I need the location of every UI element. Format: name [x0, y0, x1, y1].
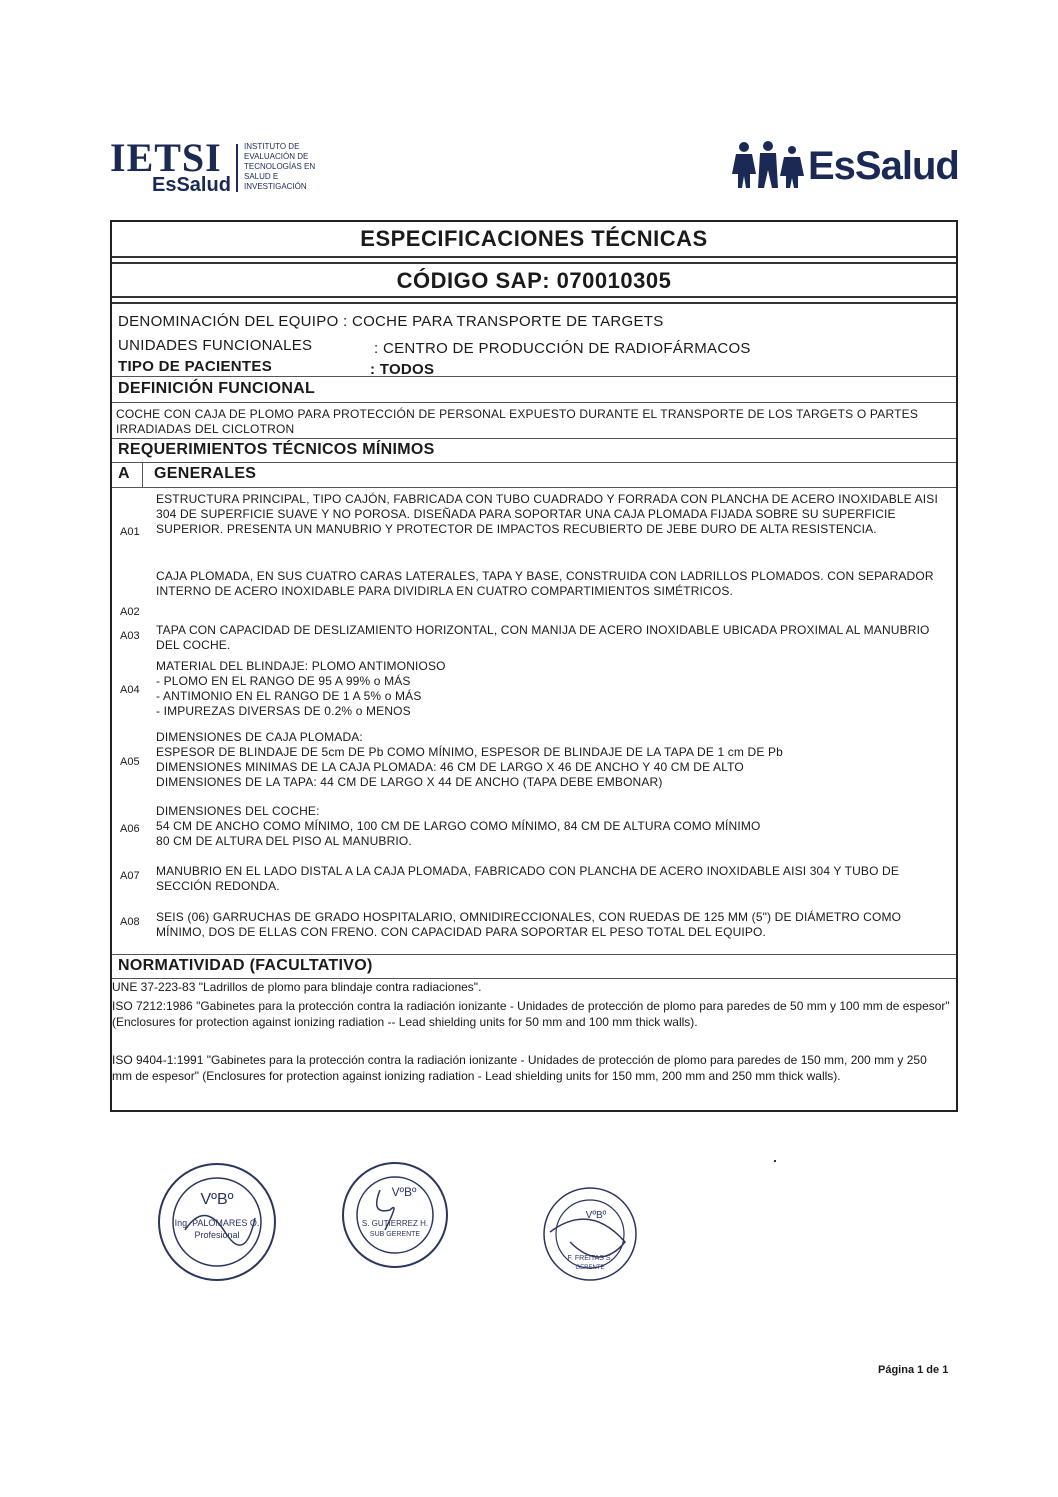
svg-text:VºBº: VºBº	[200, 1191, 234, 1208]
sap-code: CÓDIGO SAP: 070010305	[396, 268, 672, 293]
svg-text:SUB GERENTE: SUB GERENTE	[369, 1231, 421, 1238]
svg-text:F. FREITAS S.: F. FREITAS S.	[567, 1255, 613, 1262]
req-code: A05	[120, 756, 140, 768]
svg-text:VºBº: VºBº	[391, 1185, 417, 1199]
divider	[112, 262, 956, 264]
spec-sheet	[110, 220, 958, 1112]
requirements-heading: REQUERIMIENTOS TÉCNICOS MÍNIMOS	[118, 441, 435, 458]
req-text: TAPA CON CAPACIDAD DE DESLIZAMIENTO HORIZONTAL, CON MANIJA DE ACERO INOXIDABLE UBICADA PROXIMAL AL MANUBRIO DEL COCHE.	[156, 623, 930, 652]
meta-units-value: : CENTRO DE PRODUCCIÓN DE RADIOFÁRMACOS	[374, 340, 751, 357]
norm-item: ISO 9404-1:1991 "Gabinetes para la protección contra la radiación ionizante - Unidades de protección de plomo para paredes de 150 mm, 200 mm y 250 mm de espesor" (Enclosures for protection against ionizing radiation - Lead shielding units for 150 mm, 200 mm and 250 mm thick walls).	[112, 1053, 927, 1083]
norm-item: UNE 37-223-83 "Ladrillos de plomo para blindaje contra radiaciones".	[112, 980, 482, 994]
req-text: CAJA PLOMADA, EN SUS CUATRO CARAS LATERALES, TAPA Y BASE, CONSTRUIDA CON LADRILLOS PLOMADOS. CON SEPARADOR INTERNO DE ACERO INOXIDABLE PARA DIVIDIRLA EN CUATRO COMPARTIMIENTOS SIMÉTRICOS.	[156, 569, 934, 598]
norm-item: ISO 7212:1986 "Gabinetes para la protección contra la radiación ionizante - Unidades de protección de plomo para paredes de 50 mm y 100 mm de espesor" (Enclosures for protection against ionizing radiation -- Lead shielding units for 50 mm and 100 mm thick walls).	[112, 999, 950, 1029]
divider	[112, 296, 956, 298]
svg-text:VºBº: VºBº	[585, 1210, 607, 1221]
functional-heading: DEFINICIÓN FUNCIONAL	[118, 380, 316, 397]
divider	[112, 954, 956, 955]
divider	[112, 438, 956, 439]
req-text: ESTRUCTURA PRINCIPAL, TIPO CAJÓN, FABRICADA CON TUBO CUADRADO Y FORRADA CON PLANCHA DE ACERO INOXIDABLE AISI 304 DE SUPERFICIE SUAVE Y NO POROSA. DISEÑADA PARA SOPORTAR UNA CAJA PLOMADA FIJADA SOBRE SU SUPERFICIE SUPERIOR. PRESENTA UN MANUBRIO Y PROTECTOR DE IMPACTOS RECUBIERTO DE JEBE DURO DE ALTA RESISTENCIA.	[156, 492, 938, 536]
req-code: A06	[120, 823, 140, 835]
req-code: A08	[120, 916, 140, 928]
req-code: A04	[120, 684, 140, 696]
approval-seal-2	[340, 1160, 450, 1270]
req-code: A03	[120, 630, 140, 642]
group-name: GENERALES	[154, 465, 257, 482]
divider	[112, 376, 956, 377]
essalud-wordmark: EsSalud	[808, 144, 959, 188]
req-text: DIMENSIONES DEL COCHE: 54 CM DE ANCHO COMO MÍNIMO, 100 CM DE LARGO COMO MÍNIMO, 84 CM DE ALTURA COMO MÍNIMO 80 CM DE ALTURA DEL PISO AL MANUBRIO.	[156, 804, 761, 848]
group-letter: A	[118, 465, 130, 482]
req-code: A07	[120, 870, 140, 882]
essalud-logo	[732, 138, 962, 194]
meta-patients-value: : TODOS	[370, 361, 435, 378]
divider	[142, 462, 143, 487]
page-number: Página 1 de 1	[878, 1364, 949, 1376]
meta-patients-label: TIPO DE PACIENTES	[118, 358, 273, 375]
svg-text:Profesional: Profesional	[194, 1230, 240, 1240]
req-code: A02	[120, 606, 140, 618]
ietsi-wordmark: IETSI	[110, 135, 222, 180]
req-code: A01	[120, 526, 140, 538]
approval-seal-1	[155, 1160, 279, 1284]
ietsi-essalud-text: EsSalud	[152, 174, 231, 196]
document-title: ESPECIFICACIONES TÉCNICAS	[360, 226, 708, 251]
req-text: DIMENSIONES DE CAJA PLOMADA: ESPESOR DE BLINDAJE DE 5cm DE Pb COMO MÍNIMO, ESPESOR DE BLINDAJE DE LA TAPA DE 1 cm DE Pb DIMENSIONES MINIMAS DE LA CAJA PLOMADA: 46 CM DE LARGO X 46 DE ANCHO Y 40 CM DE ALTO DIMENSIONES DE LA TAPA: 44 CM DE LARGO X 44 DE ANCHO (TAPA DEBE EMBONAR)	[156, 730, 783, 789]
divider	[112, 402, 956, 403]
divider	[112, 462, 956, 463]
req-text: MATERIAL DEL BLINDAJE: PLOMO ANTIMONIOSO - PLOMO EN EL RANGO DE 95 A 99% o MÁS - ANTIMONIO EN EL RANGO DE 1 A 5% o MÁS - IMPUREZAS DIVERSAS DE 0.2% o MENOS	[156, 659, 446, 718]
meta-equipment: DENOMINACIÓN DEL EQUIPO : COCHE PARA TRANSPORTE DE TARGETS	[118, 313, 664, 330]
meta-units-label: UNIDADES FUNCIONALES	[118, 337, 313, 354]
logo-divider	[236, 144, 238, 192]
approval-seal-3	[540, 1182, 640, 1282]
divider	[112, 256, 956, 258]
req-text: MANUBRIO EN EL LADO DISTAL A LA CAJA PLOMADA, FABRICADO CON PLANCHA DE ACERO INOXIDABLE AISI 304 Y TUBO DE SECCIÓN REDONDA.	[156, 864, 900, 893]
svg-text:Ing. PALOMARES O.: Ing. PALOMARES O.	[174, 1218, 260, 1228]
family-figures-icon	[732, 140, 804, 190]
svg-text:S. GUTIERREZ H.: S. GUTIERREZ H.	[361, 1219, 429, 1228]
divider	[112, 487, 956, 488]
req-text: SEIS (06) GARRUCHAS DE GRADO HOSPITALARIO, OMNIDIRECCIONALES, CON RUEDAS DE 125 MM (5") DE DIÁMETRO COMO MÍNIMO, DOS DE ELLAS CON FRENO. CON CAPACIDAD PARA SOPORTAR EL PESO TOTAL DEL EQUIPO.	[156, 910, 902, 939]
divider	[112, 302, 956, 304]
ietsi-logo	[110, 135, 350, 198]
ietsi-institute-text: INSTITUTO DE EVALUACIÓN DE TECNOLOGÍAS EN SALUD E INVESTIGACIÓN	[244, 142, 316, 191]
norm-heading: NORMATIVIDAD (FACULTATIVO)	[118, 957, 373, 974]
functional-text: COCHE CON CAJA DE PLOMO PARA PROTECCIÓN DE PERSONAL EXPUESTO DURANTE EL TRANSPORTE DE LOS TARGETS O PARTES IRRADIADAS DEL CICLOTRON	[116, 407, 919, 436]
svg-text:GERENTE: GERENTE	[575, 1265, 605, 1271]
stray-mark	[774, 1160, 776, 1162]
